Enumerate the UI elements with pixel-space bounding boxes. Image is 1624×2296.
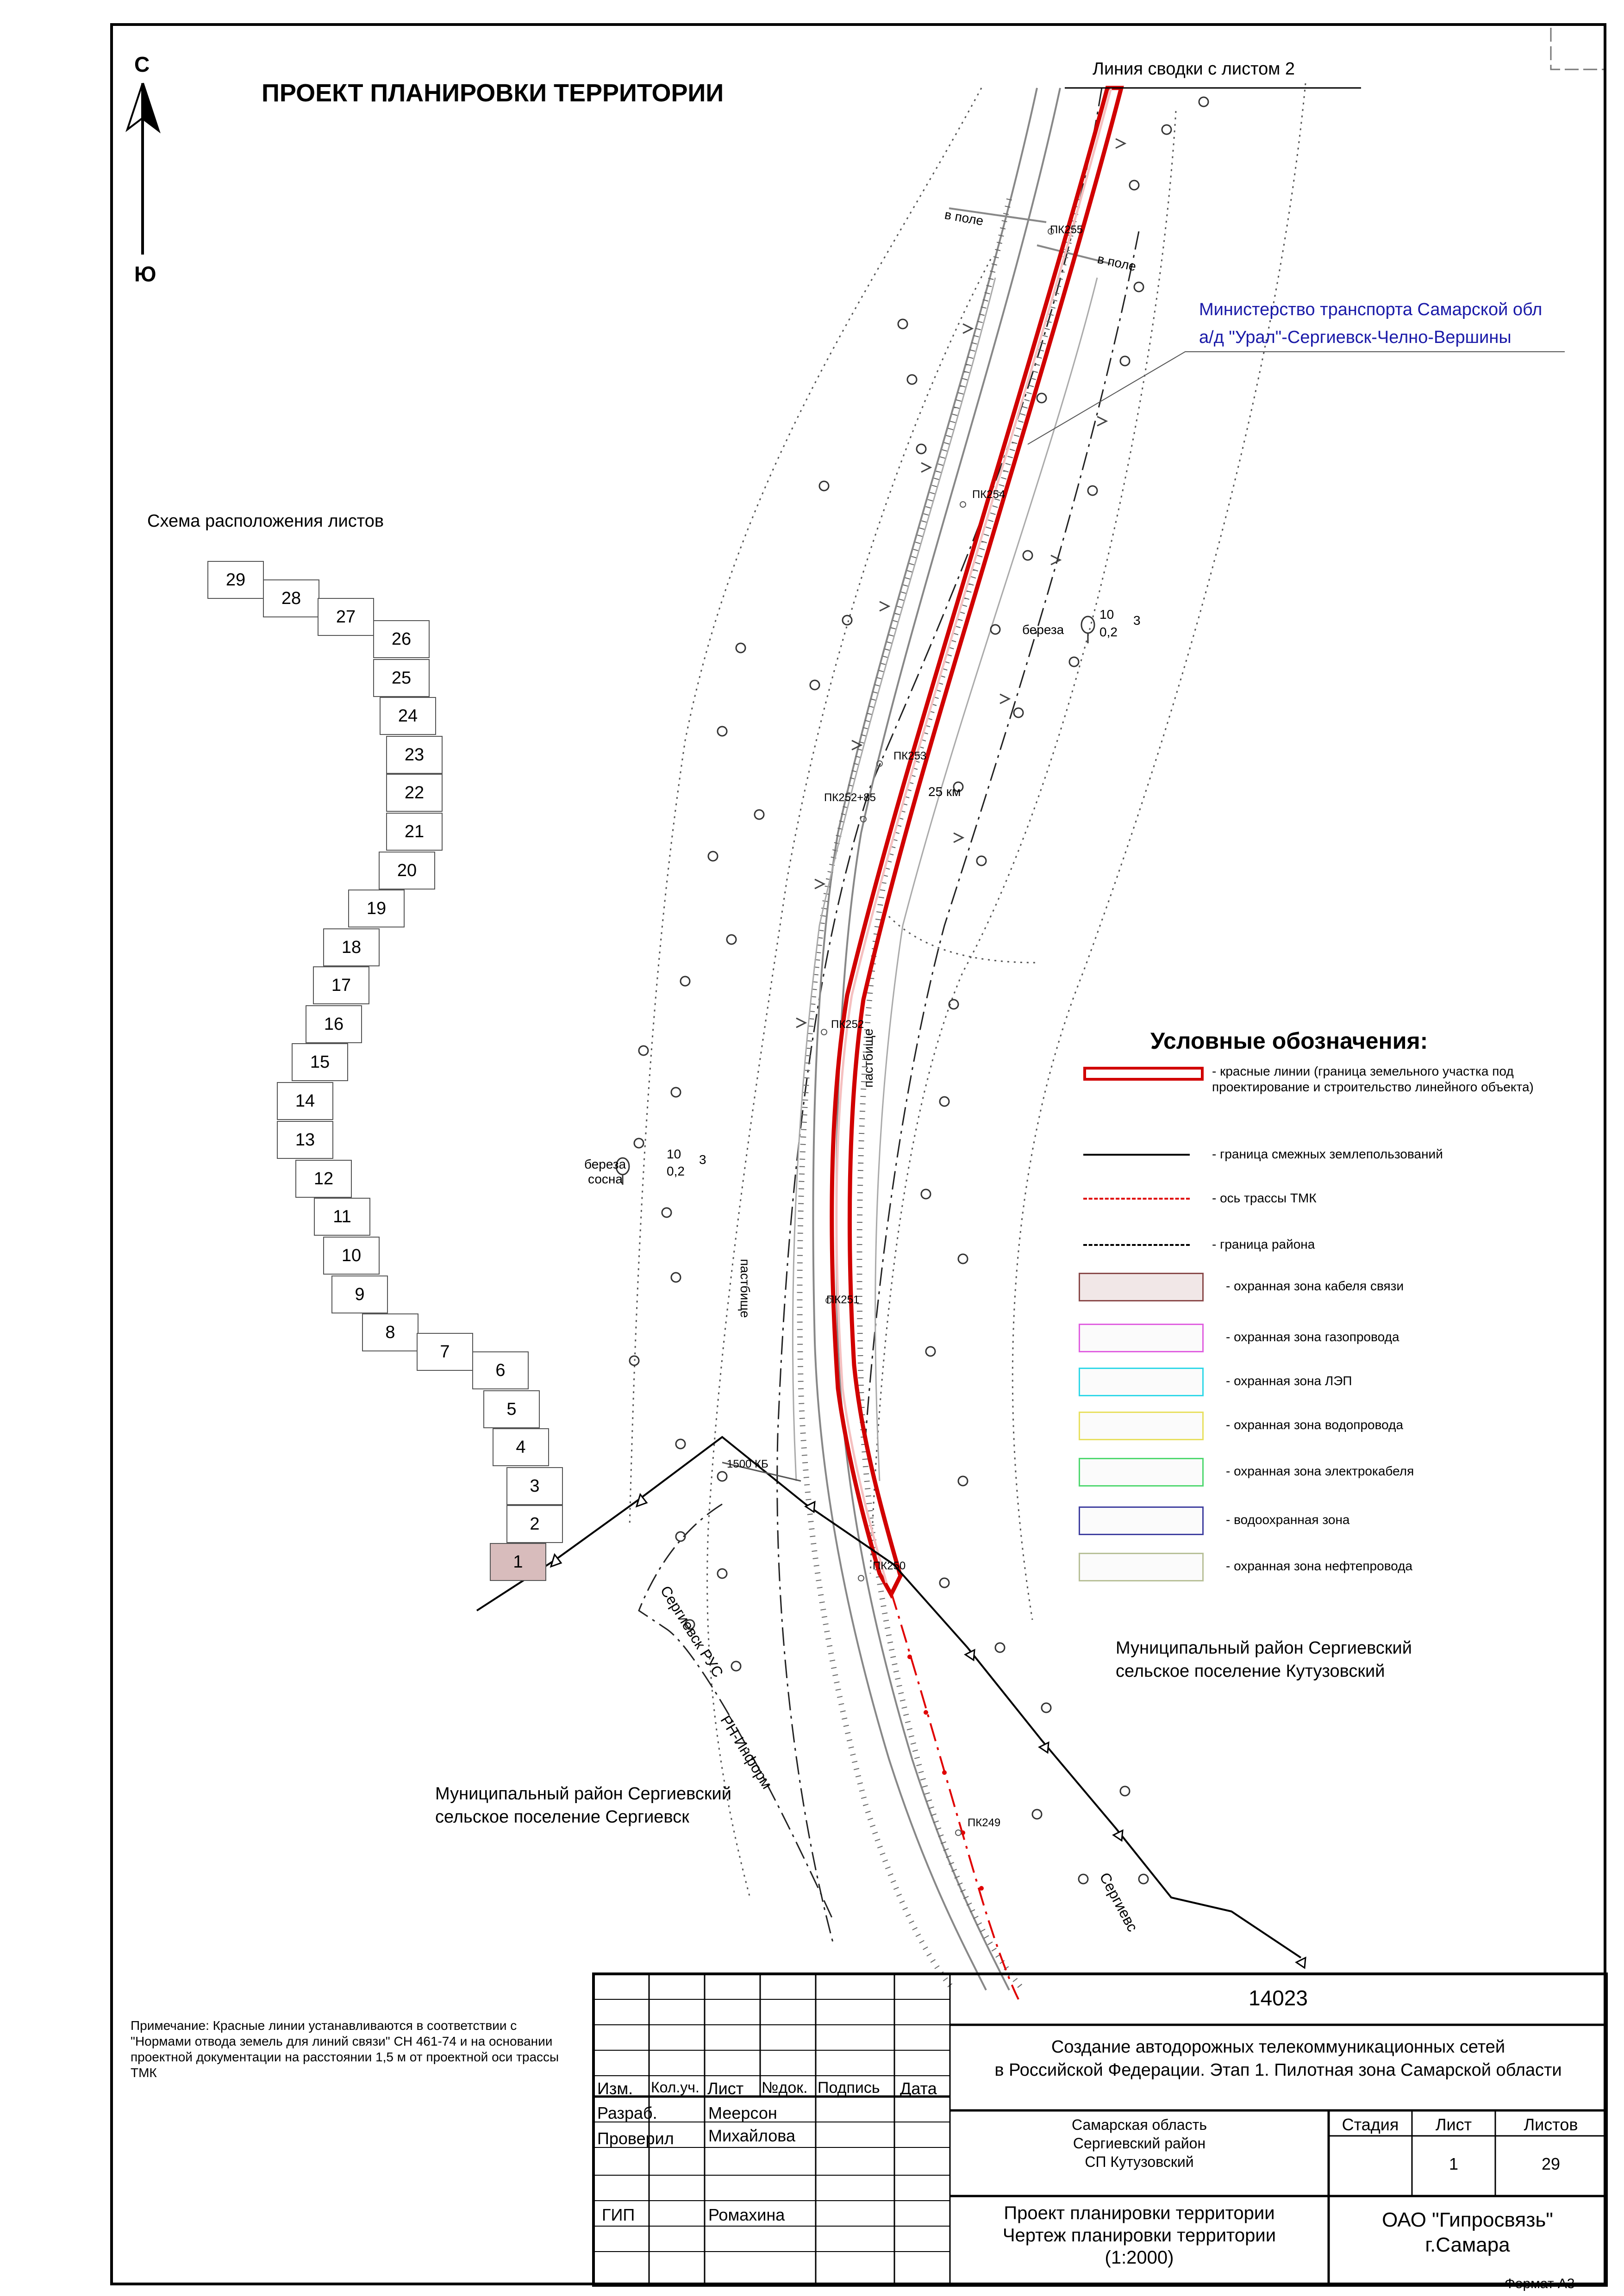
page-title: ПРОЕКТ ПЛАНИРОВКИ ТЕРРИТОРИИ [262, 79, 724, 107]
pk252-85-label: ПК252+85 [824, 791, 876, 804]
line-sergievsk-rus-label: Сергиевск РУС [657, 1583, 727, 1680]
sheet-cell-7: 7 [417, 1333, 473, 1371]
tb-sheet-value: 1 [1449, 2154, 1459, 2173]
tree1-right: 3 [1133, 613, 1141, 628]
sheet-cell-24: 24 [380, 697, 436, 735]
tree2-name2: сосна [588, 1172, 623, 1186]
tb-role-proveril: Проверил [597, 2129, 674, 2148]
sheet-cell-6: 6 [472, 1351, 529, 1389]
sheet-cell-8: 8 [362, 1313, 418, 1351]
legend-label-9: - охранная зона электрокабеля [1226, 1464, 1414, 1478]
pk251-label: ПК251 [826, 1294, 860, 1306]
legend-label-7: - охранная зона ЛЭП [1226, 1374, 1352, 1388]
pk250-label: ПК250 [873, 1560, 906, 1572]
pk252-label: ПК252 [831, 1018, 864, 1031]
tb-drawing-2: Чертеж планировки территории [1002, 2225, 1276, 2246]
sheet-cell-29: 29 [207, 561, 264, 599]
pasture-label-1: пастбище [861, 1028, 875, 1088]
sheet-cell-25: 25 [373, 659, 430, 697]
ministry-label-2: а/д "Урал"-Сергиевск-Челно-Вершины [1199, 328, 1512, 347]
legend-title: Условные обозначения: [1150, 1028, 1428, 1054]
sheet-cell-19: 19 [348, 890, 405, 927]
sheet-cell-27: 27 [318, 598, 374, 636]
sheet-cell-15: 15 [292, 1043, 348, 1081]
legend-label-4: - граница района [1212, 1237, 1315, 1251]
compass-north-label: С [134, 52, 150, 76]
ministry-label-1: Министерство транспорта Самарской обл [1199, 300, 1543, 319]
tb-format: Формат А3 [1505, 2276, 1575, 2291]
sheet-cell-26: 26 [373, 620, 430, 658]
pk254-label: ПК254 [972, 488, 1006, 501]
tb-name-gip: Ромахина [708, 2205, 785, 2224]
sheet-cell-21: 21 [386, 813, 443, 851]
legend-label-1: - красные линии (граница земельного участка под проектирование и строительство линейного объекта) [1212, 1064, 1534, 1094]
legend-label-5: - охранная зона кабеля связи [1226, 1279, 1404, 1293]
tb-project-line2: в Российской Федерации. Этап 1. Пилотная зона Самарской области [994, 2060, 1562, 2080]
legend-label-11: - охранная зона нефтепровода [1226, 1559, 1413, 1573]
line-rn-inform-label: РН-Информ [717, 1712, 776, 1792]
sheet-cell-14: 14 [277, 1082, 333, 1120]
sheet-cell-1: 1 [490, 1543, 546, 1581]
tree1-bottom: 0,2 [1099, 625, 1118, 639]
district-east-line2: сельское поселение Кутузовский [1116, 1661, 1385, 1681]
tb-role-gip: ГИП [602, 2205, 635, 2224]
sheet-cell-5: 5 [483, 1390, 540, 1428]
tb-sheets-label: Листов [1524, 2115, 1578, 2134]
legend-label-10: - водоохранная зона [1226, 1512, 1350, 1527]
tb-org-1: ОАО "Гипросвязь" [1382, 2209, 1553, 2231]
note-text: Примечание: Красные линии устанавливаются в соответствии с "Нормами отвода земель для линий связи" СН 461-74 и на основании проектной документации на расстоянии 1,5 м от проектной оси трассы ТМК [131, 2018, 559, 2080]
tb-drawing-1: Проект планировки территории [1004, 2203, 1275, 2223]
sheet-cell-17: 17 [313, 966, 369, 1004]
tb-location-3: СП Кутузовский [1085, 2153, 1194, 2170]
legend-label-6: - охранная зона газопровода [1226, 1330, 1399, 1344]
district-east-line1: Муниципальный район Сергиевский [1116, 1638, 1412, 1658]
tb-code: 14023 [1249, 1986, 1308, 2010]
match-line-label: Линия сводки с листом 2 [1093, 59, 1295, 79]
sheet-cell-16: 16 [306, 1005, 362, 1043]
tree2-top: 10 [667, 1147, 681, 1161]
tb-name-proveril: Михайлова [708, 2126, 795, 2145]
tree1-name: береза [1022, 622, 1064, 637]
km25-label: 25 км [928, 784, 961, 799]
tb-stage-label: Стадия [1342, 2115, 1399, 2134]
cable-1500-label: 1500 КБ [727, 1458, 768, 1470]
tb-col-kol: Кол.уч. [651, 2079, 700, 2096]
sheet-cell-20: 20 [379, 852, 435, 890]
tb-col-data: Дата [900, 2079, 937, 2098]
sheet-cell-4: 4 [493, 1428, 549, 1466]
sheet-cell-22: 22 [386, 774, 443, 812]
tb-location-2: Сергиевский район [1073, 2135, 1206, 2152]
sheet-cell-13: 13 [277, 1121, 333, 1159]
tb-col-list: Лист [707, 2079, 744, 2098]
field-label-1: в поле [943, 207, 985, 229]
sheet-cell-2: 2 [506, 1505, 563, 1543]
pasture-label-2: пастбище [738, 1259, 752, 1318]
tb-drawing-3: (1:2000) [1105, 2247, 1174, 2268]
sheet-cell-9: 9 [331, 1276, 388, 1313]
tb-col-izm: Изм. [597, 2079, 633, 2098]
sheet-cell-28: 28 [263, 579, 319, 617]
tree2-right: 3 [699, 1152, 706, 1167]
pk255-label: ПК255 [1050, 224, 1083, 236]
sheet-scheme-title: Схема расположения листов [147, 511, 384, 531]
tb-col-ndok: №док. [762, 2079, 808, 2097]
pk249-label: ПК249 [968, 1817, 1001, 1829]
tb-name-razrab: Меерсон [708, 2103, 777, 2122]
compass-south-label: Ю [134, 262, 156, 286]
tree2-name1: береза [584, 1157, 626, 1171]
tb-location-1: Самарская область [1071, 2116, 1207, 2133]
legend-label-3: - ось трассы ТМК [1212, 1191, 1317, 1205]
tree1-top: 10 [1099, 607, 1114, 622]
tb-sheets-value: 29 [1541, 2154, 1561, 2173]
field-label-2: в поле [1096, 251, 1138, 274]
sheet-cell-23: 23 [386, 736, 443, 774]
tb-org-2: г.Самара [1425, 2234, 1510, 2256]
sheet-cell-11: 11 [314, 1198, 370, 1236]
tb-project-line1: Создание автодорожных телекоммуникационных сетей [1051, 2037, 1505, 2057]
pk253-label: ПК253 [893, 750, 927, 762]
sheet-cell-10: 10 [323, 1237, 380, 1275]
tree2-bottom: 0,2 [667, 1164, 685, 1178]
sheet-cell-18: 18 [323, 928, 380, 966]
legend-label-8: - охранная зона водопровода [1226, 1418, 1404, 1432]
district-west-line1: Муниципальный район Сергиевский [435, 1784, 731, 1804]
district-west-line2: сельское поселение Сергиевск [435, 1807, 689, 1827]
sheet-cell-3: 3 [506, 1467, 563, 1505]
tb-role-razrab: Разраб. [597, 2103, 657, 2122]
sheet-cell-12: 12 [295, 1160, 352, 1198]
line-sergievsk-label: Сергиевс [1096, 1870, 1142, 1935]
legend-label-2: - граница смежных землепользований [1212, 1147, 1443, 1161]
tb-col-podpis: Подпись [818, 2079, 880, 2097]
tb-sheet-label: Лист [1435, 2115, 1472, 2134]
